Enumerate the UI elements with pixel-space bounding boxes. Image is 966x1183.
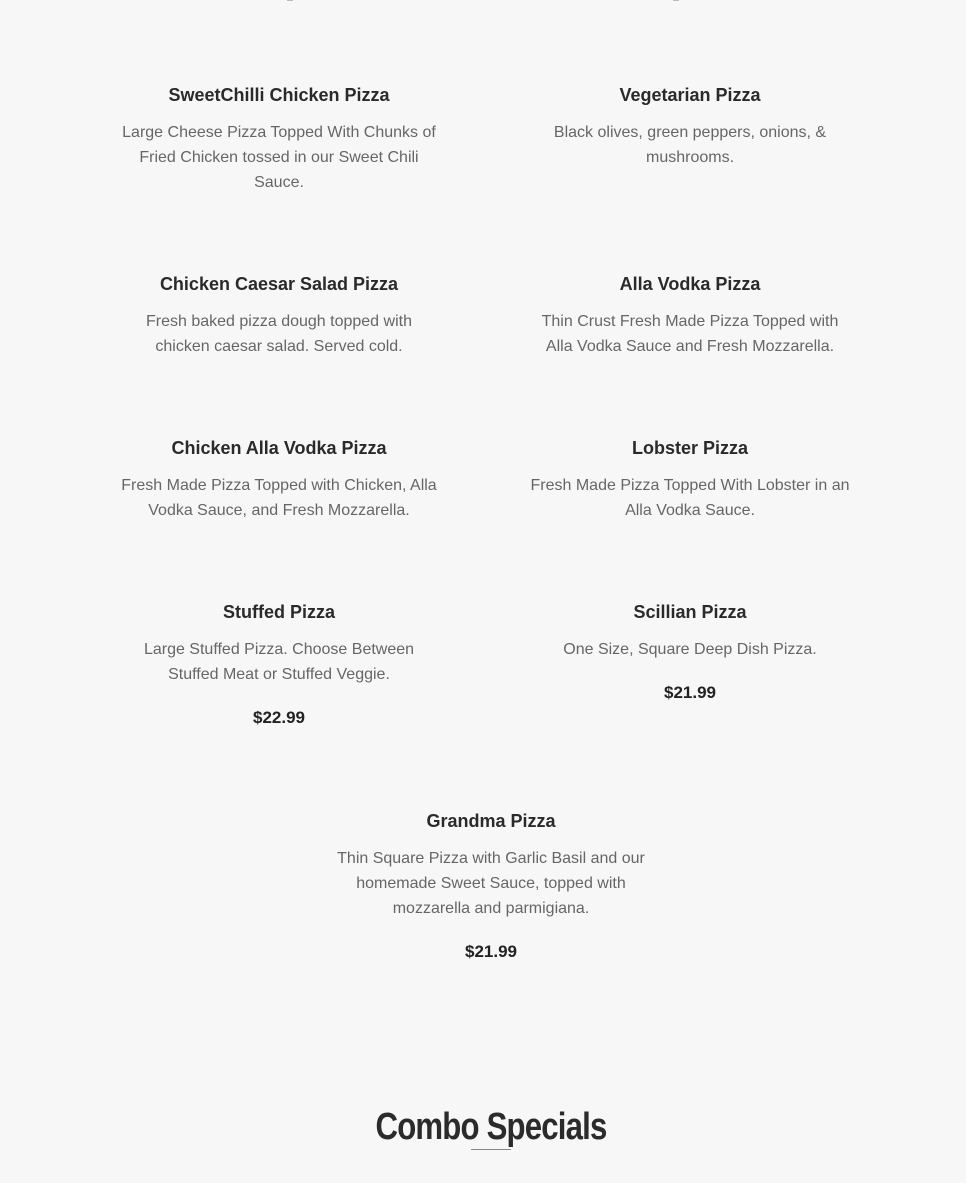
menu-item-lobster-pizza <box>530 437 850 523</box>
menu-item-description: Thin Square Pizza with Garlic Basil and our homemade Sweet Sauce, topped with mozzarella and parmigiana. <box>337 850 645 917</box>
section-title-combo-specials: Combo Specials <box>375 1105 607 1148</box>
menu-item-grandma-pizza <box>331 810 651 963</box>
menu-item-name: Grandma Pizza <box>426 811 556 831</box>
menu-item-description: Fresh Made Pizza Topped With Lobster in an Alla Vodka Sauce. <box>530 477 850 519</box>
menu-item-description: Large Stuffed Pizza. Choose Between Stuffed Meat or Stuffed Veggie. <box>143 641 415 683</box>
menu-item-alla-vodka-pizza <box>530 273 850 359</box>
menu-item-description: Thin Crust Fresh Made Pizza Topped with Alla Vodka Sauce and Fresh Mozzarella. <box>541 313 839 355</box>
menu-item-chicken-alla-vodka-pizza <box>119 437 439 523</box>
menu-item-name: Chicken Alla Vodka Pizza <box>171 438 387 458</box>
menu-item-price: $21.99 <box>465 942 517 961</box>
menu-item-name: Alla Vodka Pizza <box>619 274 761 294</box>
menu-item-sweetchilli-chicken-pizza <box>119 84 439 195</box>
menu-item-name: Lobster Pizza <box>631 438 749 458</box>
menu-item-stuffed-pizza <box>119 601 439 729</box>
menu-item-name: Stuffed Pizza <box>222 602 335 622</box>
previous-item-marker <box>673 0 679 1</box>
menu-item-name: Vegetarian Pizza <box>619 85 761 105</box>
menu-item-price: $21.99 <box>664 683 716 702</box>
menu-item-vegetarian-pizza <box>530 84 850 170</box>
menu-item-description: Fresh Made Pizza Topped with Chicken, Alla Vodka Sauce, and Fresh Mozzarella. <box>121 477 437 519</box>
previous-item-marker <box>287 0 293 1</box>
menu-item-description: Large Cheese Pizza Topped With Chunks of Fried Chicken tossed in our Sweet Chili Sauce. <box>122 124 436 191</box>
menu-item-description: Fresh baked pizza dough topped with chicken caesar salad. Served cold. <box>146 313 412 355</box>
menu-item-scillian-pizza <box>530 601 850 704</box>
menu-item-price: $22.99 <box>253 708 305 727</box>
menu-item-name: Scillian Pizza <box>633 602 747 622</box>
menu-item-description: One Size, Square Deep Dish Pizza. <box>563 641 817 658</box>
menu-item-chicken-caesar-salad-pizza <box>119 273 439 359</box>
menu-item-name: SweetChilli Chicken Pizza <box>168 85 390 105</box>
section-divider <box>471 1149 511 1150</box>
menu-item-name: Chicken Caesar Salad Pizza <box>159 274 399 294</box>
menu-item-description: Black olives, green peppers, onions, & mushrooms. <box>553 124 827 166</box>
